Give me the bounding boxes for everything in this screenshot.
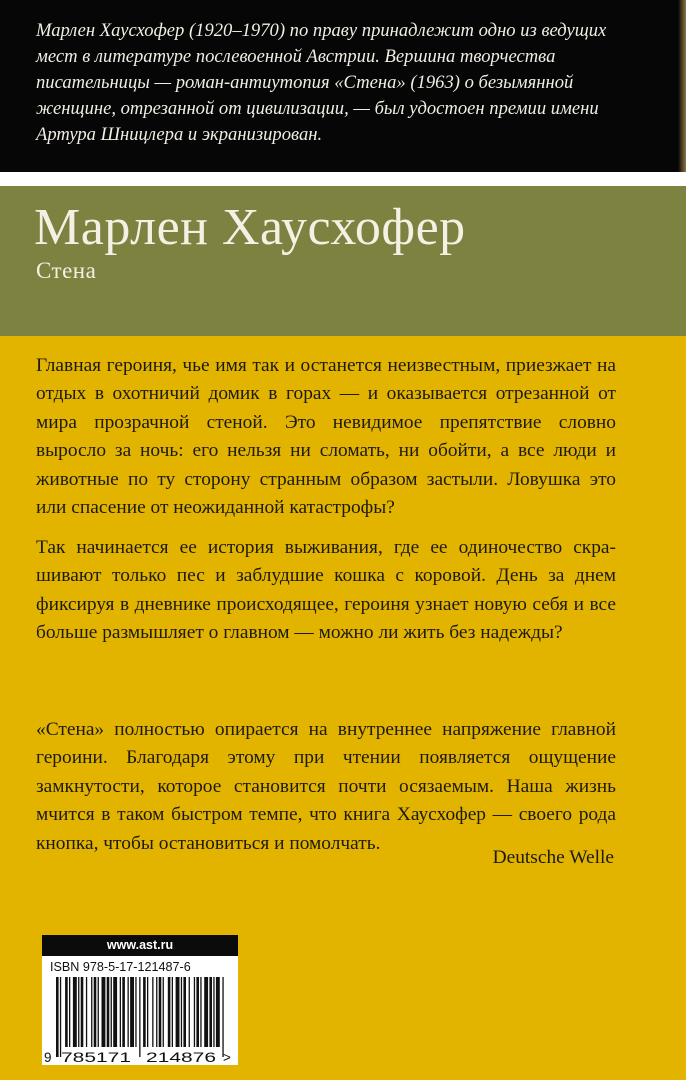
barcode-bar [120, 977, 121, 1047]
barcode [42, 977, 238, 1065]
barcode-bar [122, 977, 125, 1047]
barcode-bar [172, 977, 173, 1047]
barcode-bar [107, 977, 110, 1047]
barcode-bar [200, 977, 201, 1047]
barcode-bar [204, 977, 208, 1047]
barcode-bar [183, 977, 186, 1047]
barcode-bar [69, 977, 70, 1047]
barcode-bar [156, 977, 157, 1047]
title-band [0, 186, 686, 336]
white-separator [0, 172, 686, 186]
barcode-bar [147, 977, 148, 1047]
description-paragraph-2: Так начинается ее история выживания, где ее одиночество скрашивают только пес и заблудшие кошка с коровой. День за днем фиксируя в дневнике происходящее, героиня узнает новую себя и все больше размышляет о главном — можно ли жить без надежды? [36, 537, 616, 644]
barcode-bar [81, 977, 84, 1047]
barcode-bars [56, 977, 224, 1057]
barcode-bar [73, 977, 77, 1047]
barcode-digits-left: 785171 [61, 1050, 131, 1065]
barcode-bar [216, 977, 220, 1047]
barcode-bar [56, 977, 59, 1057]
barcode-bar [86, 977, 87, 1047]
author-name: Марлен Хаусхофер [34, 199, 466, 256]
barcode-bar [209, 977, 212, 1047]
barcode-bar [152, 977, 153, 1047]
barcode-digits-right: 214876 [146, 1050, 216, 1065]
barcode-bar [60, 977, 61, 1057]
barcode-bar [196, 977, 199, 1047]
barcode-bar [111, 977, 112, 1047]
barcode-bar [168, 977, 171, 1047]
barcode-bar [181, 977, 182, 1047]
review-quote: «Стена» полностью опирается на внутреннее напряжение главной героини. Благодаря этому при чтении появляется ощущение замкнутости, которое становится почти осязаемым. Наша жизнь мчится в таком быстром темпе, что книга Хаусхофер — своего рода кнопка, чтобы остановиться и помолчать. [36, 719, 616, 854]
top-band [0, 0, 686, 172]
author-bio: Марлен Хаусхофер (1920–1970) по праву принадлежит одно из ведущих мест в литературе послевоенной Австрии. Вершина творчества писательницы — роман-антиутопия «Стена» (1963) о безымянной женщине, отрезанной от цивилизации, — был удостоен премии имени Артура Шницлера и экранизирован. [36, 20, 607, 145]
barcode-bar [113, 977, 117, 1047]
barcode-bar [94, 977, 97, 1047]
barcode-bar [159, 977, 162, 1047]
description-paragraph-1: Главная героиня, чье имя так и останется неизвестным, приезжает на отдых в охотничий домик в горах — и оказывается отрезанной от мира прозрачной стеной. Это невидимое препятствие словно выросло за ночь: его нельзя ни сломать, ни обойти, а все люди и животные по ту сторону странным образом застыли. Ловушка это или спасение от неожиданной катастрофы? [36, 355, 616, 519]
barcode-bar [128, 977, 129, 1047]
barcode-bar [222, 977, 223, 1057]
barcode-end-marker: > [223, 1050, 231, 1065]
barcode-bar [91, 977, 92, 1047]
barcode-bar [194, 977, 195, 1047]
quote-source: Deutsche Welle [492, 847, 614, 868]
barcode-bar [213, 977, 214, 1047]
edge-glow [678, 0, 686, 172]
barcode-bar [143, 977, 146, 1047]
barcode-bar [163, 977, 164, 1047]
barcode-bar [176, 977, 180, 1047]
barcode-block [42, 935, 238, 1065]
barcode-bar [65, 977, 68, 1047]
barcode-bar [98, 977, 99, 1047]
barcode-digit-first: 9 [44, 1050, 52, 1065]
barcode-bar [135, 977, 136, 1047]
barcode-bar [78, 977, 79, 1047]
book-title: Стена [36, 258, 97, 283]
barcode-bar [130, 977, 134, 1047]
publisher-website: www.ast.ru [42, 935, 238, 956]
barcode-bar [189, 977, 190, 1047]
barcode-bar [139, 977, 140, 1057]
isbn-label: ISBN 978-5-17-121487-6 [50, 960, 191, 974]
barcode-bar [102, 977, 106, 1047]
